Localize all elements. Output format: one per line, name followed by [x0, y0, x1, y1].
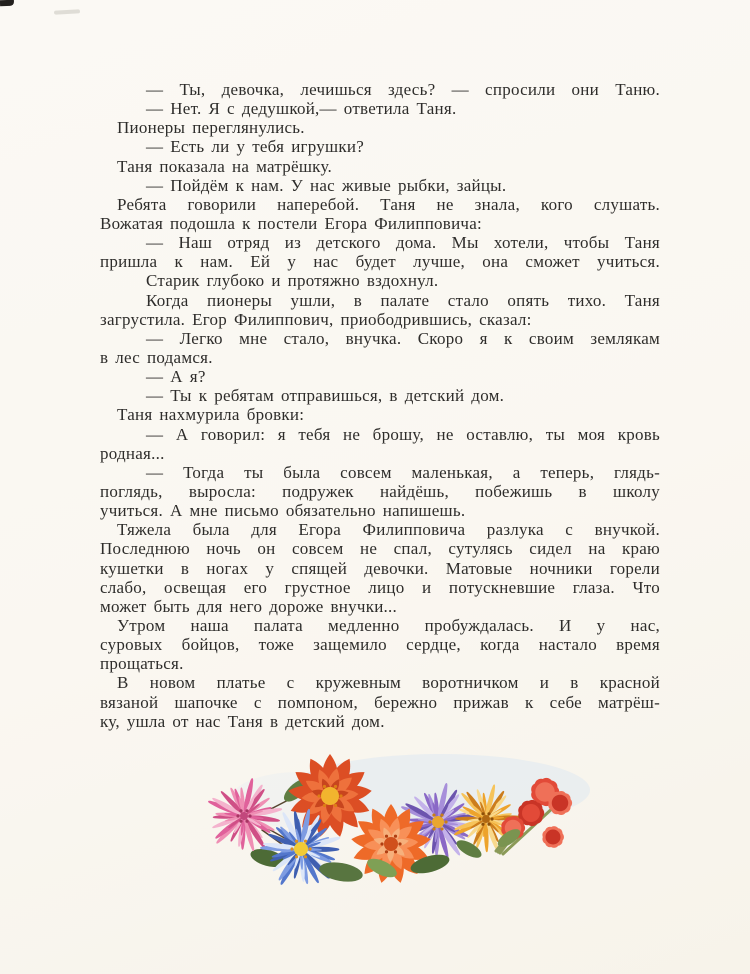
text-line: Вожатая подошла к постели Егора Филипповича:: [100, 213, 483, 233]
text-line: — Легко мне стало, внучка. Скоро я к своим землякам: [146, 328, 660, 348]
text-line: — А я?: [146, 367, 206, 387]
text-line: — Пойдём к нам. У нас живые рыбки, зайцы.: [146, 175, 507, 195]
text-line: Таня нахмурила бровки:: [117, 405, 305, 425]
text-line: кушетки в ногах у спящей девочки. Матовые ночники горели: [100, 558, 660, 578]
text-line: поглядь, выросла: подружек найдёшь, побежишь в школу: [100, 481, 660, 501]
text-line: ку, ушла от нас Таня в детский дом.: [100, 711, 385, 731]
text-line: может быть для него дороже внучки...: [100, 596, 398, 616]
flower-bouquet-illustration: [188, 745, 598, 910]
text-line: учиться. А мне письмо обязательно напишешь.: [100, 501, 466, 521]
text-line: — Наш отряд из детского дома. Мы хотели, чтобы Таня: [146, 233, 660, 253]
scan-smudge: [54, 9, 80, 14]
text-line: загрустила. Егор Филиппович, приободрившись, сказал:: [100, 309, 532, 329]
text-line: — Ты к ребятам отправишься, в детский дом.: [146, 386, 505, 406]
scan-corner-mark: [0, 0, 14, 6]
text-line: Когда пионеры ушли, в палате стало опять тихо. Таня: [146, 290, 660, 310]
text-line: Старик глубоко и протяжно вздохнул.: [146, 271, 439, 291]
text-line: слабо, освещая его грустное лицо и потускневшие глаза. Что: [100, 577, 660, 597]
text-line: — А говорил: я тебя не брошу, не оставлю, ты моя кровь: [146, 424, 660, 444]
text-line: прощаться.: [100, 654, 184, 674]
text-line: Пионеры переглянулись.: [117, 118, 305, 138]
text-line: родная...: [100, 443, 165, 463]
text-line: Ребята говорили наперебой. Таня не знала, кого слушать.: [117, 194, 660, 214]
text-line: — Тогда ты была совсем маленькая, а теперь, глядь-: [146, 462, 660, 482]
text-line: суровых бойцов, тоже защемило сердце, когда настало время: [100, 635, 660, 655]
text-line: пришла к нам. Ей у нас будет лучше, она сможет учиться.: [100, 252, 660, 272]
text-line: в лес подамся.: [100, 347, 213, 367]
story-text-block: [100, 80, 660, 731]
text-line: — Ты, девочка, лечишься здесь? — спросили они Таню.: [146, 80, 660, 99]
text-line: Последнюю ночь он совсем не спал, сутулясь сидел на краю: [100, 539, 660, 559]
text-line: Тяжела была для Егора Филипповича разлука с внучкой.: [117, 520, 660, 540]
text-line: — Нет. Я с дедушкой,— ответила Таня.: [146, 99, 457, 119]
text-line: В новом платье с кружевным воротничком и в красной: [117, 673, 660, 693]
text-line: вязаной шапочке с помпоном, бережно прижав к себе матрёш-: [100, 692, 660, 712]
text-line: Таня показала на матрёшку.: [117, 156, 332, 176]
text-line: Утром наша палата медленно пробуждалась. И у нас,: [117, 615, 660, 635]
text-line: — Есть ли у тебя игрушки?: [146, 137, 365, 157]
